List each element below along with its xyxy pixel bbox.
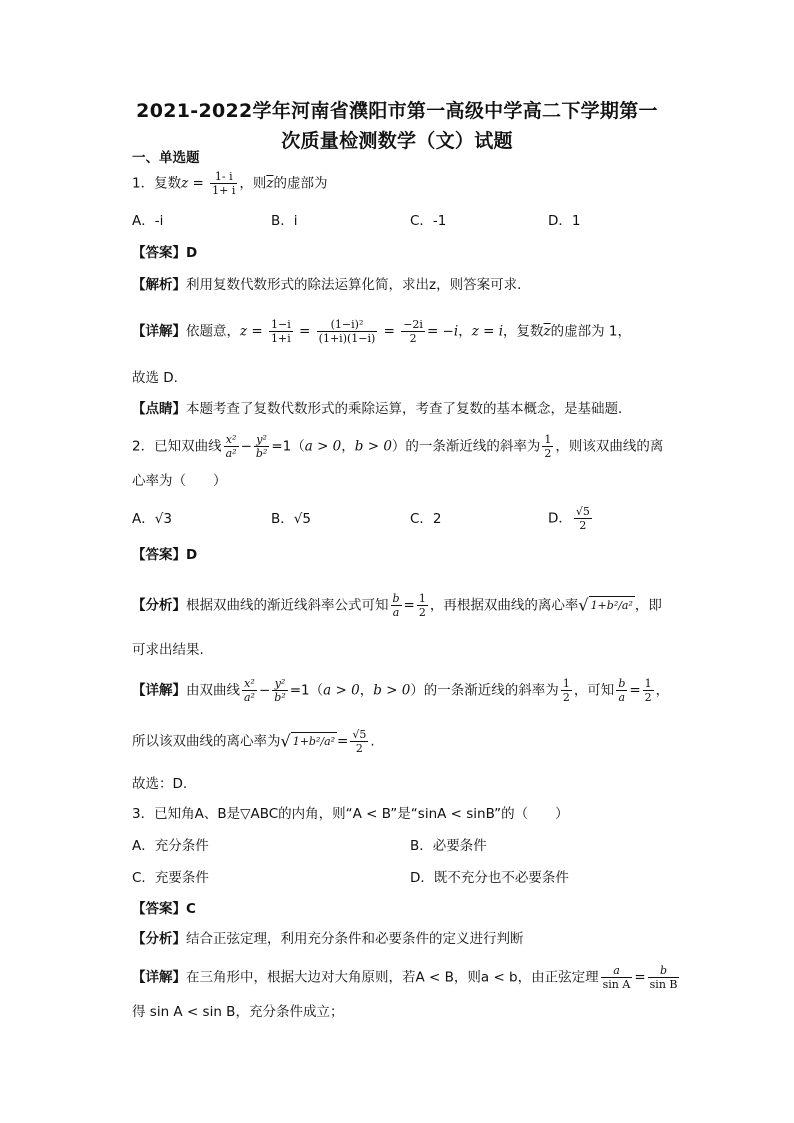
q2-option-d: D． $\frac{√5}{2}$ (548, 505, 590, 532)
q1-comment: 【点睛】本题考查了复数代数形式的乘除运算，考查了复数的基本概念，是基础题． (132, 401, 632, 417)
q1-option-a: A．-i (132, 213, 164, 229)
q1-analysis: 【解析】利用复数代数形式的除法运算化简，求出z，则答案可求． (132, 277, 531, 293)
q2-option-b: B．√5 (271, 511, 311, 527)
q2-detail-cont: 所以该双曲线的离心率为√ 1+b²/a² = $\frac{√5}{2}$ . (132, 728, 375, 755)
title-line-1: 2021-2022学年河南省濮阳市第一高级中学高二下学期第一 (136, 100, 658, 122)
q3-analysis: 【分析】结合正弦定理，利用充分条件和必要条件的定义进行判断 (132, 931, 524, 947)
q3-option-c: C．充要条件 (132, 870, 209, 886)
q1-conclusion: 故选 D. (132, 370, 178, 386)
q1-fraction: $\frac{1- i}{1+ i}$ (212, 170, 236, 197)
q2-stem: 2．已知双曲线 $\frac{\text{x²}}{\text{a²}}$ − $\frac{\text{y²}}{\text{b²}}$ =1（a > 0，b > 0）的一条渐近线的斜率为 $\frac{1}{2}$ ，则该双曲线的离 (132, 433, 664, 460)
q2-analysis: 【分析】根据双曲线的渐近线斜率公式可知 $\frac{b}{a}$ = $\frac{1}{2}$ ，再根据双曲线的离心率√ 1+b²/a² ，即 (132, 592, 662, 619)
q2-detail: 【详解】由双曲线 $\frac{\text{x²}}{\text{a²}}$ − $\frac{\text{y²}}{\text{b²}}$ =1（a > 0，b > 0）的一条渐近线的斜率为 $\frac{1}{2}$ ，可知 $\frac{b}{a}$ = $\frac{1}{2}$ ， (132, 677, 670, 704)
title-line-2: 次质量检测数学（文）试题 (281, 130, 513, 152)
section-heading: 一、单选题 (132, 150, 200, 166)
q2-conclusion: 故选：D. (132, 776, 188, 792)
q3-option-b: B．必要条件 (410, 838, 487, 854)
q2-option-a: A．√3 (132, 511, 172, 527)
q3-stem: 3．已知角A、B是▽ABC的内角，则“A < B”是“sinA < sinB”的（ ） (132, 806, 569, 822)
q1-stem: 1．复数z = $\frac{1- i}{1+ i}$ ，则$\overline{z}$的虚部为 (132, 170, 328, 197)
sqrt-expression: √ 1+b²/a² (578, 595, 633, 615)
q3-option-a: A．充分条件 (132, 838, 209, 854)
q1-answer: 【答案】D (132, 245, 198, 261)
q2-stem-cont: 心率为（ ） (132, 473, 227, 489)
q1-option-c: C．-1 (410, 213, 447, 229)
q1-option-b: B．i (271, 213, 298, 229)
q2-analysis-cont: 可求出结果. (132, 642, 204, 658)
q2-answer: 【答案】D (132, 547, 198, 563)
q1-option-d: D．1 (548, 213, 581, 229)
q1-detail: 【详解】依题意，z = $\frac{1-i}{1+i}$ = $\frac{\text{(1−i)²}}{(1+i)(1-i)}$ = $\frac{-2i}{2}$ = −i，z = i，复数$\overline{z}$的虚部为 1， (132, 318, 632, 345)
q3-detail-cont: 得 sin A < sin B，充分条件成立； (132, 1004, 344, 1020)
q3-detail: 【详解】在三角形中，根据大边对大角原则，若A < B，则a < b，由正弦定理 $\frac{a}{\text{sin A}}$ = $\frac{b}{\text{sin B}}$ (132, 964, 678, 991)
q3-answer: 【答案】C (132, 901, 196, 917)
q3-option-d: D．既不充分也不必要条件 (410, 870, 569, 886)
q2-option-c: C．2 (410, 511, 442, 527)
